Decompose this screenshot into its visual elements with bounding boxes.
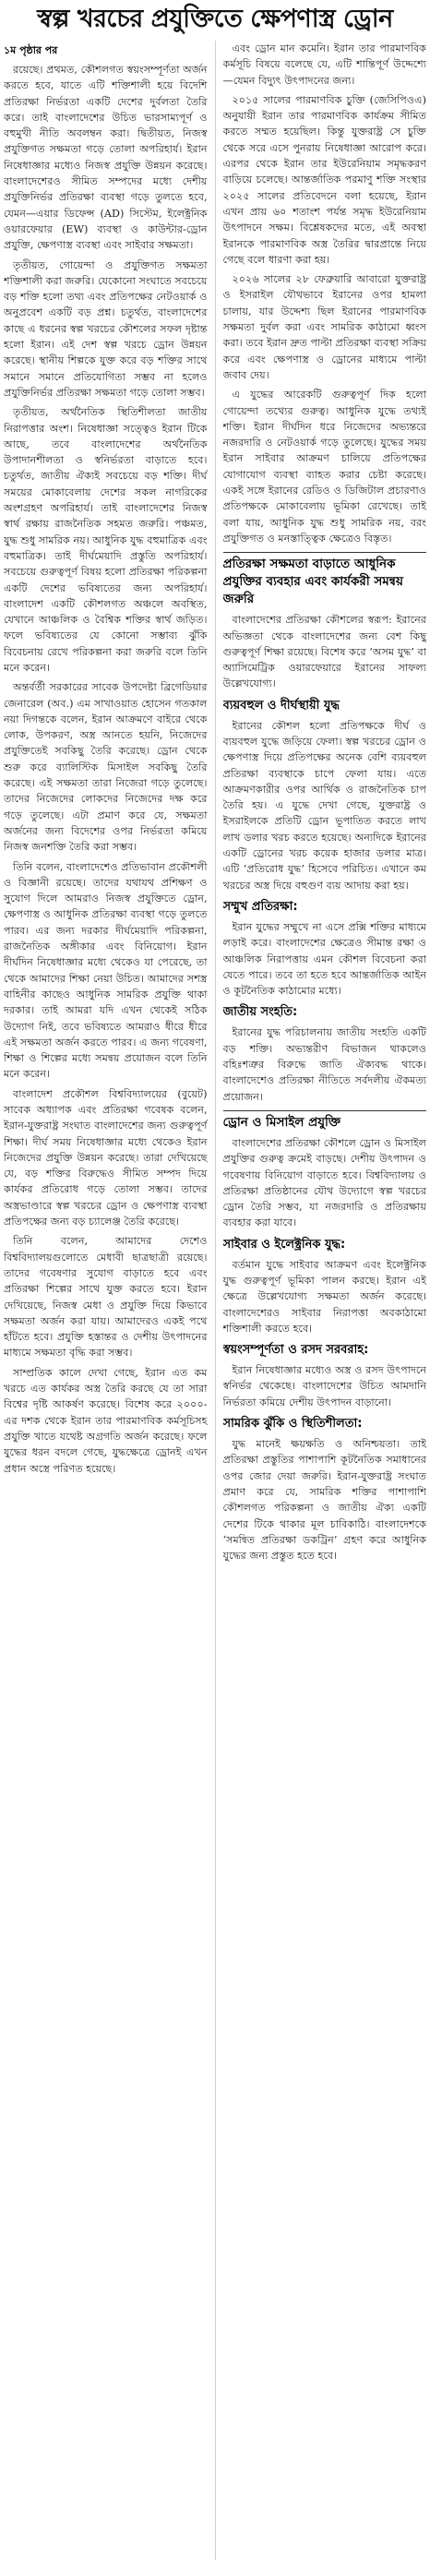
paragraph: ইরানের যুদ্ধ পরিচালনায় জাতীয় সংহতি একটি বড় শক্তি। অভ্যন্তরীণ বিভাজন থাকলেও বহিঃশত্রুর বিরুদ্ধে জাতি ঐক্যবদ্ধ থাকে। বাংলাদেশেও প্রতিরক্ষা নীতিতে সর্বদলীয় ঐকমত্য প্রয়োজন। — [222, 1026, 427, 1103]
paragraph: ২০১৫ সালের পারমাণবিক চুক্তি (জেসিপিওএ) অনুযায়ী ইরান তার পারমাণবিক কার্যক্রম সীমিত করতে সম্মত হয়েছিল। কিন্তু যুক্তরাষ্ট্র সে চুক্তি থেকে সরে এসে পুনরায় নিষেধাজ্ঞা আরোপ করে। এরপর থেকে ইরান তার ইউরেনিয়াম সমৃদ্ধকরণ বাড়িয়ে চলেছে। আন্তর্জাতিক পরমাণু শক্তি সংস্থার ২০২৫ সালের প্রতিবেদনে বলা হয়েছে, ইরান এখন প্রায় ৬০ শতাংশ পর্যন্ত সমৃদ্ধ ইউরেনিয়াম উৎপাদনে সক্ষম। বিশ্লেষকদের মতে, এই অবস্থা ইরানকে পারমাণবিক অস্ত্র তৈরির দ্বারপ্রান্তে নিয়ে গেছে বলে ধারণা করা হয়। — [222, 93, 427, 266]
section-heading: জাতীয় সংহতি: — [222, 1005, 298, 1020]
paragraph: ইরানের কৌশল হলো প্রতিপক্ষকে দীর্ঘ ও ব্যয়বহুল যুদ্ধে জড়িয়ে ফেলা। স্বল্প খরচের ড্রোন ও ক্ষেপণাস্ত্র দিয়ে প্রতিপক্ষের অনেক বেশি ব্যয়বহুল প্রতিরক্ষা ব্যবস্থাকে চাপে ফেলা যায়। এতে আক্রমণকারীর ওপর আর্থিক ও রাজনৈতিক চাপ তৈরি হয়। এ যুদ্ধে দেখা গেছে, যুক্তরাষ্ট্র ও ইসরাইলকে প্রতিটি ড্রোন ভূপাতিত করতে লাখ লাখ ডলার খরচ করতে হয়েছে। অন্যদিকে ইরানের একটি ড্রোনের খরচ কয়েক হাজার ডলার মাত্র। এটি ‘প্রতিরোধ যুদ্ধ’ হিসেবে পরিচিত। এখানে কম খরচের অস্ত্র দিয়ে বহুগুণ ব্যয় আদায় করা হয়। — [222, 719, 427, 892]
paragraph: তিনি বলেন, আমাদের দেশেও বিশ্ববিদ্যালয়গুলোতে মেধাবী ছাত্রছাত্রী রয়েছে। তাদের গবেষণার সুযোগ বাড়াতে হবে এবং প্রতিরক্ষা শিল্পের সাথে যুক্ত করতে হবে। ইরান দেখিয়েছে, নিজস্ব মেধা ও প্রযুক্তি দিয়ে কিভাবে সক্ষমতা অর্জন করা যায়। আমাদেরও একই পথে হাঁটতে হবে। প্রযুক্তি হস্তান্তর ও দেশীয় উৎপাদনের মাধ্যমে সক্ষমতা বৃদ্ধি করা সম্ভব। — [4, 1235, 208, 1360]
section-heading: সাইবার ও ইলেক্ট্রনিক যুদ্ধ: — [222, 1237, 346, 1252]
paragraph: ২০২৬ সালের ২৮ ফেব্রুয়ারি আবারো যুক্তরাষ্ট্র ও ইসরাইল যৌথভাবে ইরানের ওপর হামলা চালায়, যার উদ্দেশ্য ছিল ইরানের পারমাণবিক সক্ষমতা দুর্বল করা এবং সামরিক কাঠামো ধ্বংস করা। তবে ইরান দ্রুত পাল্টা প্রতিরক্ষা ব্যবস্থা সক্রিয় করে এবং ক্ষেপণাস্ত্র ও ড্রোনের মাধ্যমে পাল্টা জবাব দেয়। — [222, 273, 427, 381]
headline: স্বল্প খরচের প্রযুক্তিতে ক্ষেপণাস্ত্র ড্রোন — [37, 5, 393, 33]
paragraph: বাংলাদেশ প্রকৌশল বিশ্ববিদ্যালয়ের (বুয়েট) সাবেক অধ্যাপক এবং প্রতিরক্ষা গবেষক বলেন, ইরান-যুক্তরাষ্ট্র সংঘাত বাংলাদেশের জন্য গুরুত্বপূর্ণ শিক্ষা। দীর্ঘ সময় নিষেধাজ্ঞার মধ্যে থেকেও ইরান নিজেদের প্রযুক্তি উন্নয়ন করেছে। তারা দেখিয়েছে যে, বড় শক্তির বিরুদ্ধেও সীমিত সম্পদ দিয়ে কার্যকর প্রতিরোধ গড়ে তোলা সম্ভব। তাদের অস্ত্রভাণ্ডারে স্বল্প খরচের ড্রোন ও ক্ষেপণাস্ত্র ব্যবস্থা প্রতিপক্ষের জন্য বড় চ্যালেঞ্জ তৈরি করেছে। — [4, 1087, 208, 1228]
paragraph: বাংলাদেশের প্রতিরক্ষা কৌশলের স্বরূপ: ইরানের অভিজ্ঞতা থেকে বাংলাদেশের জন্য বেশ কিছু গুরুত্বপূর্ণ শিক্ষা রয়েছে। বিশেষ করে ‘অসম যুদ্ধ’ বা অ্যাসিমেট্রিক ওয়ারফেয়ারে ইরানের সাফল্য উল্লেখযোগ্য। — [222, 614, 427, 690]
paragraph: ইরান নিষেধাজ্ঞার মধ্যেও অস্ত্র ও রসদ উৎপাদনে স্বনির্ভর থেকেছে। বাংলাদেশের উচিত আমদানি নির্ভরতা কমিয়ে দেশীয় উৎপাদন বাড়ানো। — [222, 1364, 427, 1408]
paragraph: বাংলাদেশের প্রতিরক্ষা কৌশলে ড্রোন ও মিসাইল প্রযুক্তির গুরুত্ব ক্রমেই বাড়ছে। দেশীয় উৎপাদন ও গবেষণায় বিনিয়োগ বাড়াতে হবে। বিশ্ববিদ্যালয় ও প্রতিরক্ষা প্রতিষ্ঠানের যৌথ উদ্যোগে স্বল্প খরচের ড্রোন তৈরি সম্ভব, যা নজরদারি ও প্রতিরক্ষায় ব্যবহার করা যাবে। — [222, 1136, 427, 1229]
paragraph: রয়েছে। প্রথমত, কৌশলগত স্বয়ংসম্পূর্ণতা অর্জন করতে হবে, যাতে এটি শক্তিশালী হয়ে বিদেশি প্রতিরক্ষা নির্ভরতা একটি দেশের দুর্বলতা তৈরি করে। তাই বাংলাদেশের উচিত ভারসাম্যপূর্ণ ও বহুমুখী নীতি অবলম্বন করা। দ্বিতীয়ত, নিজস্ব প্রযুক্তিগত সক্ষমতা গড়ে তোলা অপরিহার্য। ইরান নিষেধাজ্ঞার মধ্যেও নিজস্ব প্রযুক্তি উন্নয়ন করেছে। বাংলাদেশেরও সীমিত সম্পদের মধ্যে দেশীয় প্রযুক্তিনির্ভর প্রতিরক্ষা ব্যবস্থা গড়ে তুলতে হবে, যেমন—এয়ার ডিফেন্স (AD) সিস্টেম, ইলেক্ট্রনিক ওয়ারফেয়ার (EW) ব্যবস্থা ও কাউন্টার-ড্রোন প্রযুক্তি, ক্ষেপণাস্ত্র ব্যবস্থা এবং সাইবার সক্ষমতা। — [4, 64, 208, 252]
right-column — [223, 41, 427, 2560]
section-heading: ড্রোন ও মিসাইল প্রযুক্তি — [223, 1110, 427, 1132]
paragraph: বর্তমান যুদ্ধে সাইবার আক্রমণ এবং ইলেক্ট্রনিক যুদ্ধ গুরুত্বপূর্ণ ভূমিকা পালন করছে। ইরান এই ক্ষেত্রে উল্লেখযোগ্য সক্ষমতা অর্জন করেছে। বাংলাদেশেরও সাইবার নিরাপত্তা অবকাঠামো শক্তিশালী করতে হবে। — [222, 1258, 427, 1335]
column-divider — [215, 41, 216, 2560]
section-heading: স্বয়ংসম্পূর্ণতা ও রসদ সরবরাহ: — [222, 1343, 369, 1358]
paragraph: যুদ্ধ মানেই ক্ষয়ক্ষতি ও অনিশ্চয়তা। তাই প্রতিরক্ষা প্রস্তুতির পাশাপাশি কূটনৈতিক সমাধানের ওপর জোর দেয়া জরুরি। ইরান-যুক্তরাষ্ট্র সংঘাত প্রমাণ করে যে, সামরিক শক্তির পাশাপাশি কৌশলগত পরিকল্পনা ও জাতীয় ঐক্য একটি দেশের টিকে থাকার মূল চাবিকাঠি। বাংলাদেশকে ‘সমন্বিত প্রতিরক্ষা ডকট্রিন’ গ্রহণ করে আধুনিক যুদ্ধের জন্য প্রস্তুত হতে হবে। — [222, 1438, 427, 1563]
paragraph: ইরান যুদ্ধের সম্মুখে না এসে প্রক্সি শক্তির মাধ্যমে লড়াই করে। বাংলাদেশের ক্ষেত্রেও সীমান্ত রক্ষা ও আঞ্চলিক নিরাপত্তায় এমন কৌশল বিবেচনা করা যেতে পারে। তবে তা হতে হবে আন্তর্জাতিক আইন ও কূটনৈতিক কাঠামোর মধ্যে। — [222, 920, 427, 998]
left-column — [4, 41, 208, 2560]
article-columns — [4, 41, 426, 2560]
section-heading: সামরিক ঝুঁকি ও স্থিতিশীলতা: — [222, 1417, 363, 1432]
section-heading: প্রতিরক্ষা সক্ষমতা বাড়াতে আধুনিক প্রযুক্তির ব্যবহার এবং কার্যকরী সমন্বয় জরুরি — [223, 552, 427, 608]
paragraph: এবং ড্রোন মান কমেনি। ইরান তার পারমাণবিক কর্মসূচি বিষয়ে বলেছে যে, এটি শান্তিপূর্ণ উদ্দেশ্যে—যেমন বিদ্যুৎ উৎপাদনের জন্য। — [222, 42, 427, 87]
continued-from-tag: ১ম পৃষ্ঠার পর — [4, 44, 58, 56]
paragraph: অন্তর্বর্তী সরকারের সাবেক উপদেষ্টা ব্রিগেডিয়ার জেনারেল (অব.) এম সাখাওয়াত হোসেন গতকাল নয়া দিগন্তকে বলেন, ইরান আক্রমণে বাইরে থেকে লোক, উপকরণ, অস্ত্র আনতে হয়নি, নিজেদের প্রযুক্তিতেই সবকিছু তৈরি করেছে। ড্রোন থেকে শুরু করে ব্যালিস্টিক মিসাইল সবকিছু তৈরি করেছে। এই সক্ষমতা তারা নিজেরা গড়ে তুলেছে। তাদের নিজেদের লোকদের নিজেদের দক্ষ করে গড়ে তুলেছে। এটা প্রমাণ করে যে, সক্ষমতা অর্জনের জন্য বিদেশের ওপর নির্ভরতা কমিয়ে নিজস্ব জনশক্তি তৈরি করা সম্ভব। — [4, 681, 208, 854]
section-heading: ব্যয়বহুল ও দীর্ঘস্থায়ী যুদ্ধ — [222, 698, 340, 713]
newspaper-page — [0, 4, 430, 2576]
paragraph: তৃতীয়ত, গোয়েন্দা ও প্রযুক্তিগত সক্ষমতা শক্তিশালী করা জরুরি। যেকোনো সংঘাতে সবচেয়ে বড় শক্তি হলো তথ্য এবং প্রতিপক্ষের নেটওয়ার্ক ও অনুপ্রবেশ একটি বড় প্রশ্ন। চতুর্থত, বাংলাদেশের কাছে এ ধরনের স্বল্প খরচের কৌশলের সফল দৃষ্টান্ত হলো ইরান। এই দেশ স্বল্প খরচে ড্রোন উন্নয়ন করেছে। স্থানীয় শিল্পকে যুক্ত করে বড় শক্তির সাথে সমানে সমানে প্রতিযোগিতা সম্ভব না হলেও প্রযুক্তিনির্ভর প্রতিরক্ষা সক্ষমতা গড়ে তোলা সম্ভব। — [4, 258, 208, 399]
section-heading: সম্মুখ প্রতিরক্ষা: — [222, 899, 298, 914]
paragraph: তিনি বলেন, বাংলাদেশেও প্রতিভাবান প্রকৌশলী ও বিজ্ঞানী রয়েছে। তাদের যথাযথ প্রশিক্ষণ ও সুযোগ দিলে আমরাও নিজস্ব প্রযুক্তিতে ড্রোন, ক্ষেপণাস্ত্র ও আধুনিক প্রতিরক্ষা ব্যবস্থা গড়ে তুলতে পারব। এর জন্য দরকার দীর্ঘমেয়াদি পরিকল্পনা, রাজনৈতিক অঙ্গীকার এবং বিনিয়োগ। ইরান দীর্ঘদিন নিষেধাজ্ঞার মধ্যে থেকেও যা পেরেছে, তা থেকে আমাদের শিক্ষা নেয়া উচিত। আমাদের সশস্ত্র বাহিনীর কাছেও আধুনিক সামরিক প্রযুক্তি থাকা দরকার। তাই আমরা যদি এখন থেকেই সঠিক উদ্যোগ নিই, তবে ভবিষ্যতে আমরাও ধীরে ধীরে এই সক্ষমতা অর্জন করতে পারব। এ জন্য গবেষণা, শিক্ষা ও শিল্পের মধ্যে সমন্বয় প্রয়োজন বলে তিনি মনে করেন। — [4, 860, 208, 1081]
paragraph: সাম্প্রতিক কালে দেখা গেছে, ইরান এত কম খরচে এত কার্যকর অস্ত্র তৈরি করছে যে তা সারা বিশ্বের দৃষ্টি আকর্ষণ করেছে। বিশেষ করে ২০০০-এর দশক থেকে ইরান তার পারমাণবিক কর্মসূচিসহ প্রযুক্তি খাতে যথেষ্ট অগ্রগতি অর্জন করেছে। ফলে যুদ্ধের ধরন বদলে গেছে, যুদ্ধক্ষেত্রে ড্রোনই এখন প্রধান অস্ত্রে পরিণত হয়েছে। — [4, 1366, 208, 1475]
paragraph: তৃতীয়ত, অর্থনৈতিক স্থিতিশীলতা জাতীয় নিরাপত্তার অংশ। নিষেধাজ্ঞা সত্ত্বেও ইরান টিকে আছে, তবে বাংলাদেশের অর্থনৈতিক উপাদানশীলতা ও স্বনির্ভরতা বাড়াতে হবে। চতুর্থত, জাতীয় ঐক্যই সবচেয়ে বড় শক্তি। দীর্ঘ সময়ের মোকাবেলায় দেশের সকল নাগরিকের অংশগ্রহণ অপরিহার্য। তাই বাংলাদেশের নিজস্ব স্বার্থ রক্ষায় রাজনৈতিক সহমত জরুরি। পঞ্চমত, যুদ্ধ শুধু সামরিক নয়। আধুনিক যুদ্ধ বহুমাত্রিক এবং বহুমাত্রিক। তাই দীর্ঘমেয়াদি প্রস্তুতি অপরিহার্য। সবচেয়ে গুরুত্বপূর্ণ বিষয় হলো প্রতিরক্ষা পরিকল্পনা একটি দেশের ভবিষ্যতের জন্য অপরিহার্য। বাংলাদেশ একটি কৌশলগত অঞ্চলে অবস্থিত, যেখানে আঞ্চলিক ও বৈশ্বিক শক্তির স্বার্থ জড়িত। ফলে ভবিষ্যতের যে কোনো সম্ভাব্য ঝুঁকি বিবেচনায় রেখে পরিকল্পনা করা জরুরি বলে তিনি মনে করেন। — [4, 406, 208, 674]
paragraph: এ যুদ্ধের আরেকটি গুরুত্বপূর্ণ দিক হলো গোয়েন্দা তথ্যের গুরুত্ব। আধুনিক যুদ্ধে তথ্যই শক্তি। ইরান দীর্ঘদিন ধরে নিজেদের অভ্যন্তরে নজরদারি ও নেটওয়ার্ক গড়ে তুলেছে। যুদ্ধের সময় ইরান সাইবার আক্রমণ চালিয়ে প্রতিপক্ষের যোগাযোগ ব্যবস্থা ব্যাহত করার চেষ্টা করেছে। একই সঙ্গে ইরানের রেডিও ও ডিজিটাল প্রচারণাও প্রতিপক্ষকে মোকাবেলায় ভূমিকা রেখেছে। তাই বলা যায়, আধুনিক যুদ্ধ শুধু সামরিক নয়, বরং প্রযুক্তিগত ও মনস্তাত্ত্বিক ক্ষেত্রেও বিস্তৃত। — [222, 389, 427, 545]
